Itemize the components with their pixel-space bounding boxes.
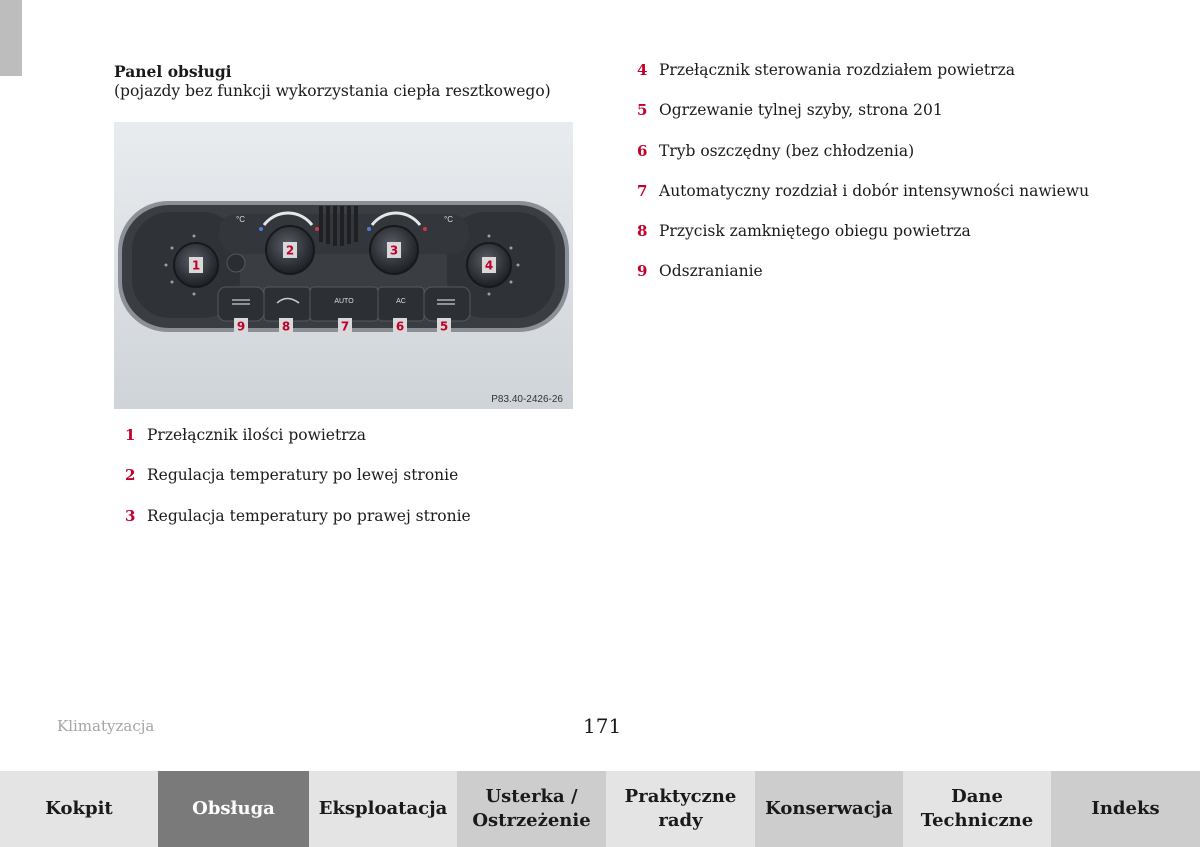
svg-text:8: 8 xyxy=(281,319,291,334)
item-number: 4 xyxy=(637,61,648,79)
section-subheading: (pojazdy bez funkcji wykorzystania ciepła resztkowego) xyxy=(114,82,551,100)
item-number: 6 xyxy=(637,141,648,160)
item-text: Odszranianie xyxy=(659,262,763,281)
callout-8 xyxy=(279,318,293,334)
button-row xyxy=(218,287,470,321)
svg-text:7: 7 xyxy=(340,319,350,334)
item-number: 1 xyxy=(125,426,136,444)
climate-panel-illustration xyxy=(114,122,573,409)
tab-label: Obsługa xyxy=(192,798,275,819)
tab-label: Eksploatacja xyxy=(318,798,448,819)
item-text: Ogrzewanie tylnej szyby, strona 201 xyxy=(659,101,943,120)
item-text: Przełącznik sterowania rozdziałem powietrza xyxy=(659,61,1015,79)
tab-konserwacja[interactable] xyxy=(755,771,903,847)
tab-label-line1: Dane xyxy=(951,786,1003,807)
tab-label: Kokpit xyxy=(45,798,113,819)
list-item xyxy=(637,61,1089,101)
legend-left xyxy=(125,426,471,547)
tab-indeks[interactable] xyxy=(1051,771,1200,847)
svg-text:9: 9 xyxy=(236,319,246,334)
callout-7 xyxy=(338,318,352,334)
callout-2 xyxy=(283,242,297,258)
item-text: Regulacja temperatury po lewej stronie xyxy=(147,466,459,485)
list-item xyxy=(637,142,1089,182)
figure-code: P83.40-2426-26 xyxy=(491,394,563,405)
tab-kokpit[interactable] xyxy=(0,771,158,847)
callout-9 xyxy=(234,318,248,334)
list-item xyxy=(637,101,1089,141)
tab-label: Konserwacja xyxy=(765,798,893,819)
tab-dane-techniczne[interactable] xyxy=(903,771,1051,847)
callout-1 xyxy=(189,257,203,273)
tab-label-line2: rady xyxy=(658,810,703,831)
svg-text:2: 2 xyxy=(285,243,295,258)
item-number: 8 xyxy=(637,222,648,241)
list-item xyxy=(125,507,471,547)
svg-text:°C: °C xyxy=(236,215,245,224)
tab-praktyczne-rady[interactable] xyxy=(606,771,755,847)
list-item xyxy=(637,222,1089,262)
item-number: 5 xyxy=(637,101,648,120)
item-text: Automatyczny rozdział i dobór intensywności nawiewu xyxy=(659,181,1090,200)
tab-usterka-ostrzezenie[interactable] xyxy=(457,771,606,847)
list-item xyxy=(637,182,1089,222)
tab-label-line1: Usterka / xyxy=(485,786,578,807)
svg-text:3: 3 xyxy=(389,243,399,258)
tab-label-line1: Praktyczne xyxy=(624,786,737,807)
svg-text:°C: °C xyxy=(444,215,453,224)
callout-4 xyxy=(482,257,496,273)
section-heading: Panel obsługi xyxy=(114,62,232,81)
footer-section-name: Klimatyzacja xyxy=(57,717,155,735)
callout-5 xyxy=(437,318,451,334)
item-text: Regulacja temperatury po prawej stronie xyxy=(147,506,471,525)
page-number: 171 xyxy=(583,714,622,738)
svg-text:1: 1 xyxy=(191,258,201,273)
tab-eksploatacja[interactable] xyxy=(309,771,457,847)
svg-text:4: 4 xyxy=(484,258,494,273)
chapter-navigation xyxy=(0,771,1200,847)
list-item xyxy=(637,262,1089,302)
svg-text:5: 5 xyxy=(439,319,449,334)
list-item xyxy=(125,466,471,506)
item-number: 2 xyxy=(125,466,136,485)
item-text: Tryb oszczędny (bez chłodzenia) xyxy=(659,141,915,160)
callout-3 xyxy=(387,242,401,258)
svg-text:AC: AC xyxy=(396,298,406,305)
tab-obsluga[interactable] xyxy=(158,771,309,847)
control-panel-figure xyxy=(114,122,573,409)
item-text: Przełącznik ilości powietrza xyxy=(147,426,367,444)
tab-label-line2: Ostrzeżenie xyxy=(472,810,591,831)
item-number: 3 xyxy=(125,506,136,525)
tab-label: Indeks xyxy=(1091,798,1160,819)
corner-tab xyxy=(0,0,22,76)
item-number: 9 xyxy=(637,262,648,281)
tab-label-line2: Techniczne xyxy=(920,810,1034,831)
item-number: 7 xyxy=(637,181,648,200)
list-item xyxy=(125,426,471,466)
svg-text:6: 6 xyxy=(395,319,405,334)
svg-text:AUTO: AUTO xyxy=(334,298,354,305)
callout-6 xyxy=(393,318,407,334)
item-text: Przycisk zamkniętego obiegu powietrza xyxy=(659,222,971,241)
legend-right xyxy=(637,61,1089,303)
